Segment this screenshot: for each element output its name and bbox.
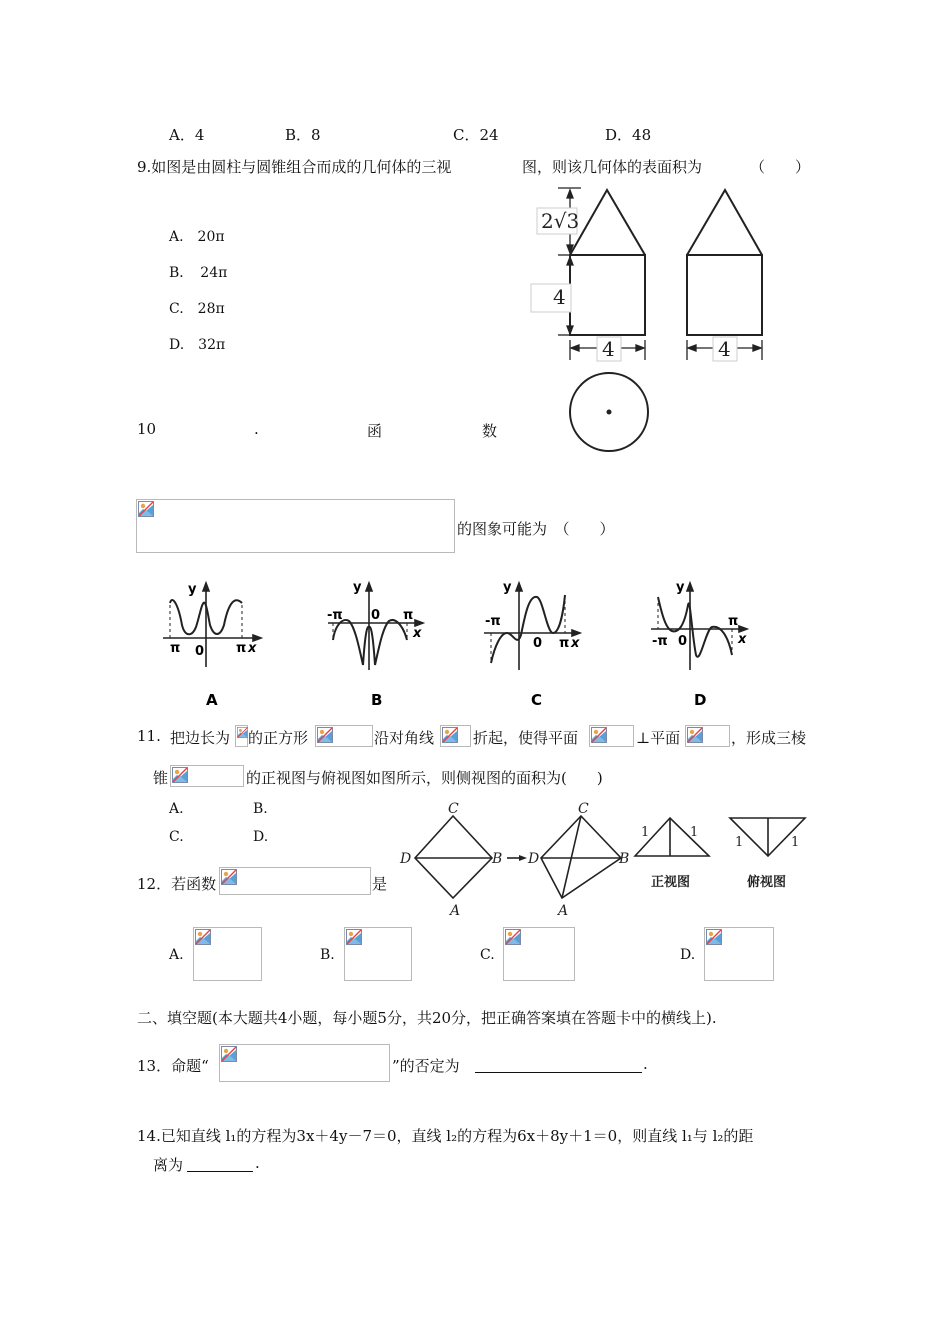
q14-line-1: 14.已知直线 l₁的方程为3x＋4y－7＝0，直线 l₂的方程为6x＋8y＋1＝0，则直线 l₁与 l₂的距 — [137, 1127, 754, 1145]
curve — [491, 595, 565, 663]
q11-part-7: 锥 — [153, 769, 169, 787]
q11-number: 11. — [137, 727, 161, 745]
tick-right: π — [236, 641, 247, 656]
q11-option-a: A. — [169, 801, 184, 817]
broken-image-icon — [317, 727, 333, 743]
q9-stem-b: 图，则该几何体的表面积为 — [522, 158, 703, 176]
q10-dot: . — [254, 420, 259, 438]
q11-option-d: D. — [253, 829, 269, 845]
q8-option-b: B．8 — [285, 126, 321, 144]
q10-graph-d — [648, 575, 758, 715]
broken-image-icon — [237, 727, 248, 738]
front-width-label: 4 — [602, 337, 615, 361]
flat-square — [415, 816, 492, 898]
q10-word-2: 数 — [482, 422, 498, 440]
q10-graph-c — [481, 575, 591, 715]
q10-word-1: 函 — [367, 422, 383, 440]
broken-image-icon — [706, 929, 722, 945]
q12-option-c-image — [503, 927, 575, 981]
q13-proposition-image — [219, 1044, 390, 1082]
q12-option-d-image — [704, 927, 774, 981]
label-b2: B — [619, 851, 630, 867]
front-dim-right: 1 — [690, 825, 699, 840]
tick-zero: 0 — [371, 608, 381, 623]
tick-left: π — [170, 641, 181, 656]
x-label: x — [413, 626, 422, 641]
q9-paren: （ ） — [750, 158, 811, 176]
front-dim-left: 1 — [641, 825, 650, 840]
q10-graph-a — [158, 575, 268, 715]
broken-image-icon — [172, 767, 188, 783]
y-label: y — [503, 580, 512, 595]
q11-part-5: ⊥平面 — [636, 729, 681, 747]
y-label: y — [188, 582, 197, 597]
q12-option-a: A. — [169, 947, 184, 963]
broken-image-icon — [221, 869, 237, 885]
q11-part-4: 折起，使得平面 — [473, 729, 579, 747]
tick-right: π — [728, 614, 739, 629]
q8-option-a: A．4 — [169, 126, 205, 144]
front-view-label: 正视图 — [651, 875, 691, 890]
tick-zero: 0 — [533, 636, 543, 651]
q12-option-a-image — [193, 927, 262, 981]
q12-option-d: D. — [680, 947, 696, 963]
q10-function-image — [136, 499, 455, 553]
caption: C — [531, 691, 543, 709]
label-b1: B — [492, 851, 503, 867]
cyl-height-label: 4 — [553, 285, 566, 309]
q11-image-pyramid — [170, 765, 244, 787]
broken-image-icon — [591, 727, 607, 743]
tick-left: -π — [485, 614, 501, 629]
side-width-label: 4 — [718, 337, 731, 361]
broken-image-icon — [687, 727, 703, 743]
label-c1: C — [448, 801, 459, 817]
tick-left: -π — [652, 634, 668, 649]
q9-option-b: B． 24π — [169, 265, 228, 281]
caption: B — [371, 691, 383, 709]
q14-line-2-pre: 离为 — [153, 1156, 184, 1174]
tick-right: π — [403, 608, 414, 623]
tick-right: π — [559, 636, 570, 651]
q12-tail: 是 — [372, 875, 388, 893]
q9-option-c: C. 28π — [169, 301, 225, 317]
label-d1: D — [400, 851, 412, 867]
broken-image-icon — [505, 929, 521, 945]
broken-image-icon — [346, 929, 362, 945]
q11-image-square — [315, 725, 373, 747]
side-cone — [687, 190, 762, 255]
q10-tail: 的图象可能为 （ ） — [457, 520, 615, 538]
q11-option-b: B. — [253, 801, 268, 817]
tick-zero: 0 — [195, 644, 205, 659]
q11-folding-figure — [395, 800, 815, 920]
q9-option-a: A. 20π — [169, 229, 225, 245]
label-a1: A — [450, 903, 461, 919]
front-cone — [570, 190, 645, 255]
q12-number: 12．若函数 — [137, 875, 217, 893]
q10-graph-b — [325, 575, 435, 715]
section2-heading: 二、填空题(本大题共4小题，每小题5分，共20分，把正确答案填在答题卡中的横线上). — [137, 1009, 717, 1027]
side-cylinder — [687, 255, 762, 335]
q8-option-c: C．24 — [453, 126, 499, 144]
top-dim-right: 1 — [791, 835, 800, 850]
y-label: y — [676, 580, 685, 595]
top-view-label: 俯视图 — [747, 875, 787, 890]
caption: D — [694, 691, 707, 709]
label-d2: D — [528, 851, 540, 867]
q8-option-d: D．48 — [605, 126, 652, 144]
q13-end: . — [643, 1055, 648, 1073]
folded-pyramid — [541, 816, 621, 898]
q13-answer-blank[interactable] — [475, 1057, 642, 1073]
q11-part-8: 的正视图与俯视图如图所示，则侧视图的面积为( ) — [246, 769, 603, 787]
q11-part-2: 的正方形 — [248, 729, 309, 747]
q12-function-image — [219, 867, 371, 895]
q9-three-view-figure — [525, 180, 775, 460]
broken-image-icon — [442, 727, 458, 743]
q11-option-c: C. — [169, 829, 184, 845]
broken-image-icon — [221, 1046, 237, 1062]
top-view-center-dot — [607, 410, 612, 415]
x-label: x — [738, 632, 747, 647]
cone-height-label: 2√3 — [541, 209, 580, 233]
q11-part-6: ，形成三棱 — [731, 729, 807, 747]
y-label: y — [353, 580, 362, 595]
q11-image-plane-2 — [685, 725, 730, 747]
x-label: x — [248, 641, 257, 656]
q11-image-diagonal — [440, 725, 471, 747]
q14-line-2-end: . — [255, 1154, 260, 1172]
x-label: x — [571, 636, 580, 651]
curve — [658, 597, 732, 657]
label-c2: C — [578, 801, 589, 817]
q11-image-side — [235, 725, 248, 747]
q13-part-2: ”的否定为 — [392, 1057, 460, 1075]
broken-image-icon — [195, 929, 211, 945]
tick-left: -π — [327, 608, 343, 623]
q9-stem-a: 9.如图是由圆柱与圆锥组合而成的几何体的三视 — [137, 158, 452, 176]
q9-option-d: D. 32π — [169, 337, 226, 353]
tick-zero: 0 — [678, 634, 688, 649]
q10-number: 10 — [137, 420, 157, 438]
q14-answer-blank[interactable] — [187, 1156, 253, 1172]
broken-image-icon — [138, 501, 154, 517]
q11-image-plane-1 — [589, 725, 634, 747]
label-a2: A — [558, 903, 569, 919]
q13-part-1: 13．命题“ — [137, 1057, 209, 1075]
q12-option-b: B. — [320, 947, 335, 963]
top-dim-left: 1 — [735, 835, 744, 850]
q11-part-3: 沿对角线 — [374, 729, 435, 747]
q12-option-c: C. — [480, 947, 495, 963]
caption: A — [206, 691, 218, 709]
q12-option-b-image — [344, 927, 412, 981]
front-cylinder — [570, 255, 645, 335]
q11-part-1: 把边长为 — [170, 729, 231, 747]
